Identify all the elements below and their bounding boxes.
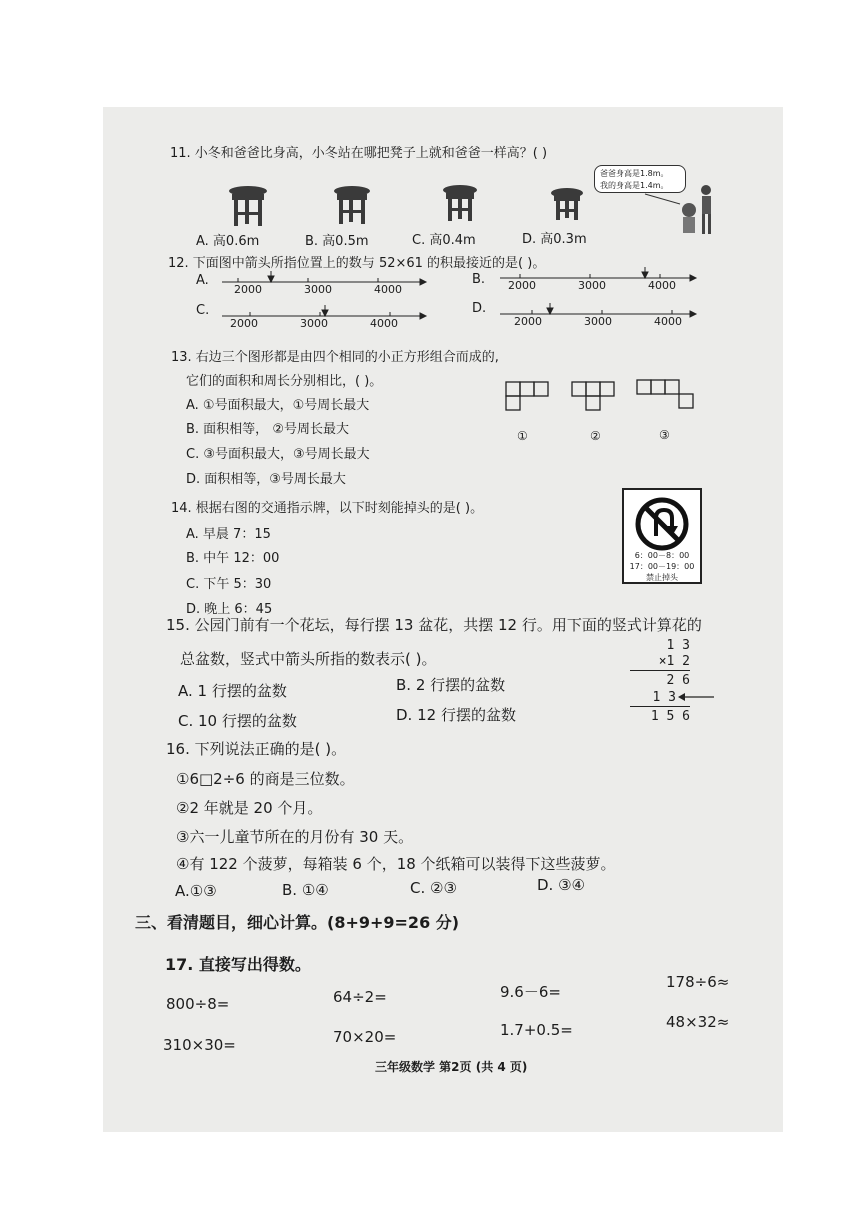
sign-caption: 禁止掉头 [646,573,678,582]
calc-item: 310×30= [163,1036,236,1054]
no-u-turn-icon [634,496,690,552]
tick-label: 3000 [304,283,332,296]
calc-item: 64÷2= [333,988,387,1006]
q14-option-c: C. 下午 5：30 [186,577,272,592]
shape-label-3: ③ [659,428,670,442]
tick-label: 4000 [654,315,682,328]
arrow-left-icon [676,690,716,704]
tick-label: 2000 [514,315,542,328]
q13-text-line1: 13. 右边三个图形都是由四个相同的小正方形组合而成的, [171,350,499,365]
q16-statement-1: ①6□2÷6 的商是三位数。 [176,770,355,788]
calc-item: 1.7+0.5= [500,1021,573,1039]
q16-option-a: A.①③ [175,882,217,900]
q16-statement-2: ②2 年就是 20 个月。 [176,799,323,817]
q15-option-d: D. 12 行摆的盆数 [396,706,516,724]
q13-option-c: C. ③号面积最大，③号周长最大 [186,447,370,462]
shape-label-2: ② [590,429,601,443]
tick-label: 3000 [578,279,606,292]
q11-option-d: D. 高0.3m [522,232,587,247]
calc-item: 800÷8= [166,995,230,1013]
calc-row-1: 1 3 [666,638,690,653]
q14-option-b: B. 中午 12：00 [186,551,280,566]
q12-label-b: B. [472,272,486,287]
q14-option-a: A. 早晨 7：15 [186,527,271,542]
tick-label: 4000 [648,279,676,292]
q12-label-a: A. [196,273,209,288]
q11-option-a: A. 高0.6m [196,234,260,249]
bubble-line-1: 爸爸身高是1.8m。 [600,169,669,178]
q13-text-line2: 它们的面积和周长分别相比，( )。 [186,374,383,389]
q12-text: 12. 下面图中箭头所指位置上的数与 52×61 的积最接近的是( )。 [168,256,546,271]
page-footer: 三年级数学 第2页 (共 4 页) [375,1060,528,1074]
q17-title: 17. 直接写出得数。 [165,955,311,974]
q14-option-d: D. 晚上 6：45 [186,602,273,617]
tick-label: 2000 [230,317,258,330]
calc-item: 9.6－6= [500,983,561,1001]
calc-line [630,706,690,707]
q16-option-d: D. ③④ [537,876,585,894]
sign-time-2: 17：00－19：00 [629,562,695,571]
q13-option-a: A. ①号面积最大，①号周长最大 [186,398,370,413]
q15-option-a: A. 1 行摆的盆数 [178,682,287,700]
calc-row-2: ×1 2 [658,654,690,669]
calc-row-5: 1 5 6 [650,709,690,724]
sign-time-1: 6：00－8：00 [634,551,690,560]
q11-option-b: B. 高0.5m [305,234,369,249]
q16-statement-4: ④有 122 个菠萝，每箱装 6 个，18 个纸箱可以装得下这些菠萝。 [176,855,616,873]
q13-option-b: B. 面积相等， ②号周长最大 [186,422,349,437]
calc-row-3: 2 6 [666,673,690,688]
q15-option-b: B. 2 行摆的盆数 [396,676,506,694]
section-3-title: 三、看清题目，细心计算。(8+9+9=26 分) [135,913,460,932]
q13-option-d: D. 面积相等，③号周长最大 [186,472,346,487]
q12-label-d: D. [472,301,487,316]
q11-option-c: C. 高0.4m [412,233,476,248]
calc-item: 178÷6≈ [666,973,730,991]
tick-label: 2000 [234,283,262,296]
shape-label-1: ① [517,429,528,443]
q16-statement-3: ③六一儿童节所在的月份有 30 天。 [176,828,414,846]
q15-text-line1: 15. 公园门前有一个花坛，每行摆 13 盆花，共摆 12 行。用下面的竖式计算花的 [166,616,702,634]
q15-text-line2: 总盆数，竖式中箭头所指的数表示( )。 [180,650,437,668]
traffic-sign [622,488,702,584]
calc-line [630,670,690,671]
bubble-line-2: 我的身高是1.4m。 [600,181,669,190]
tick-label: 3000 [584,315,612,328]
q16-option-b: B. ①④ [282,881,329,899]
q11-text: 11. 小冬和爸爸比身高，小冬站在哪把凳子上就和爸爸一样高？( ) [170,146,548,161]
calc-row-4: 1 3 [652,690,676,705]
tick-label: 2000 [508,279,536,292]
tick-label: 4000 [374,283,402,296]
q13-shapes [0,0,860,440]
tick-label: 3000 [300,317,328,330]
q16-text: 16. 下列说法正确的是( )。 [166,740,347,758]
calc-item: 70×20= [333,1028,397,1046]
tick-label: 4000 [370,317,398,330]
q15-option-c: C. 10 行摆的盆数 [178,712,297,730]
q14-text: 14. 根据右图的交通指示牌，以下时刻能掉头的是( )。 [171,501,484,516]
q16-option-c: C. ②③ [410,879,457,897]
q12-label-c: C. [196,303,210,318]
calc-item: 48×32≈ [666,1013,730,1031]
